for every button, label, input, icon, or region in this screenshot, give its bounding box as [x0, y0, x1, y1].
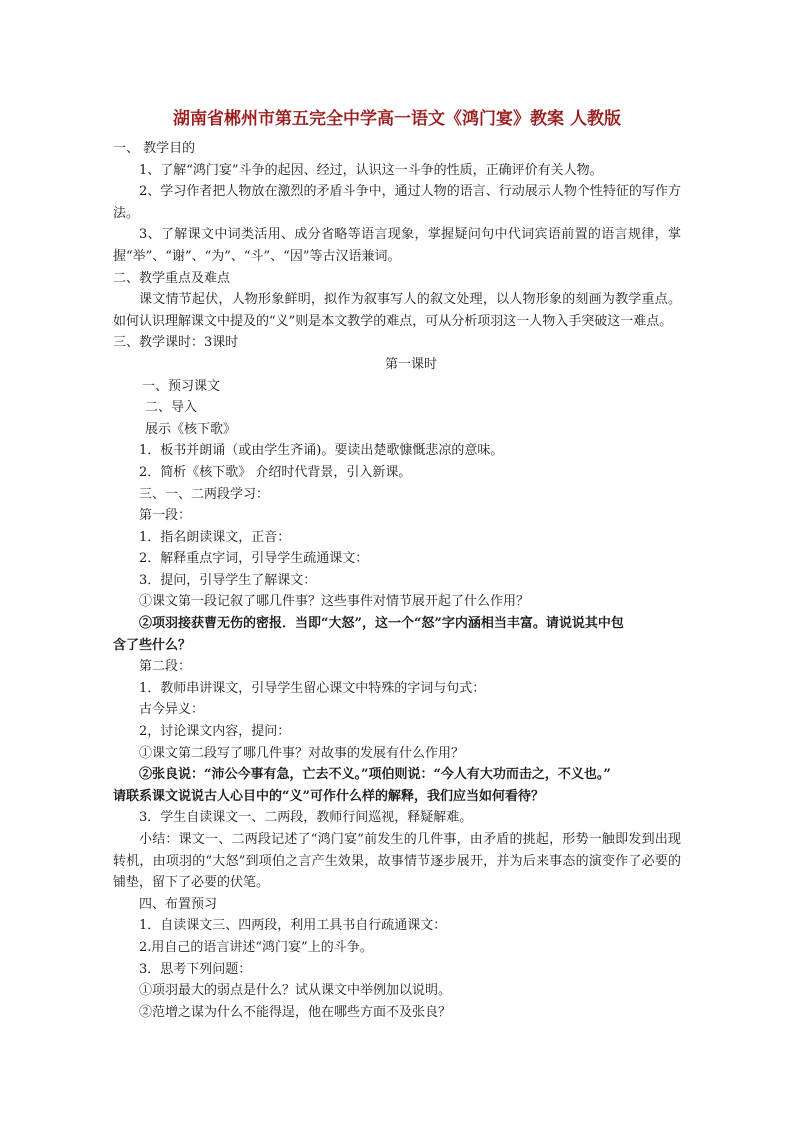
list-item: 古今异义：: [139, 702, 205, 718]
section-heading-key-points: 二、教学重点及难点: [113, 270, 231, 286]
list-item: 1．板书并朗诵（或由学生齐诵)。要读出楚歌慷慨悲凉的意味。: [139, 443, 504, 459]
list-item: 2，讨论课文内容，提问：: [139, 724, 291, 740]
list-item: 2．解释重点字词，引导学生疏通课文：: [139, 551, 369, 567]
paragraph: 1、了解“鸿门宴”斗争的起因、经过，认识这一斗争的性质，正确评价有关人物。: [139, 162, 603, 178]
list-item: 1．指名朗读课文，正音：: [139, 529, 291, 545]
summary-paragraph: 小结：课文一、二两段记述了“鸿门宴”前发生的几件事，由矛盾的挑起，形势一触即发到出现转机，由项羽的“大怒”到项伯之言产生效果，故事情节逐步展开，并为后来事态的演变作了必要的铺垫，留下了必要的伏笔。: [113, 832, 681, 891]
list-item: ①课文第二段写了哪几件事？对故事的发展有什么作用？: [139, 745, 465, 761]
list-item: 3．学生自读课文一、二两段，教师行间巡视，释疑解难。: [139, 810, 473, 826]
lesson-heading: 第一课时: [384, 356, 437, 372]
list-item: 二、导入: [145, 400, 198, 416]
list-item: 四、布置预习: [139, 896, 218, 912]
question-line: 请联系课文说说古人心目中的“义”可作什么样的解释，我们应当如何看待？: [113, 788, 544, 804]
list-item: 三、一、二两段学习：: [139, 486, 270, 502]
list-item: ①课文第一段记叙了哪几件事？这些事件对情节展开起了什么作用？: [139, 594, 530, 610]
list-item: 3．提问，引导学生了解课文：: [139, 572, 317, 588]
question-line: ②张良说：“沛公今事有急，亡去不义。”项伯则说：“今人有大功而击之，不义也。”: [139, 767, 611, 783]
list-item: 1．自读课文三、四两段，利用工具书自行疏通课文：: [139, 918, 447, 934]
document-title: 湖南省郴州市第五完全中学高一语文《鸿门宴》教案 人教版: [173, 109, 621, 129]
list-item: 第二段：: [139, 659, 192, 675]
paragraph: 2、学习作者把人物放在激烈的矛盾斗争中，通过人物的语言、行动展示人物个性特征的写作方法。: [113, 184, 681, 221]
list-item: 2．简析《核下歌》 介绍时代背景，引入新课。: [139, 464, 412, 480]
list-item: ②范增之谋为什么不能得逞，他在哪些方面不及张良？: [139, 1004, 452, 1020]
list-item: 1．教师串讲课文，引导学生留心课文中特殊的字词与句式：: [139, 680, 486, 696]
paragraph: 3、了解课文中词类活用、成分省略等语言现象，掌握疑问句中代词宾语前置的语言规律，掌握“举”、“谢”、“为”、“斗”、“因”等古汉语兼词。: [113, 227, 681, 264]
document-body: [113, 138, 681, 1023]
list-item: 展示《核下歌》: [145, 421, 237, 437]
question-line: ②项羽接获曹无伤的密报．当即“大怒”，这一个“怒”字内涵相当丰富。请说说其中包: [139, 616, 624, 632]
list-item: 3．思考下列问题：: [139, 961, 252, 977]
section-heading-lessons: 三、教学课时：3课时: [113, 335, 239, 351]
list-item: 第一段：: [139, 508, 192, 524]
paragraph: 课文情节起伏，人物形象鲜明，拟作为叙事写人的叙文处理，以人物形象的刻画为教学重点。如何认识理解课文中提及的“义”则是本文教学的难点，可从分析项羽这一人物入手突破这一难点。: [113, 292, 681, 329]
question-line: 含了些什么？: [113, 637, 192, 653]
section-heading-objectives: 一、 教学目的: [113, 141, 196, 156]
list-item: 一、预习课文: [142, 378, 221, 394]
list-item: ①项羽最大的弱点是什么？试从课文中举例加以说明。: [139, 983, 452, 999]
list-item: 2.用自己的语言讲述“鸿门宴”上的斗争。: [139, 939, 373, 955]
